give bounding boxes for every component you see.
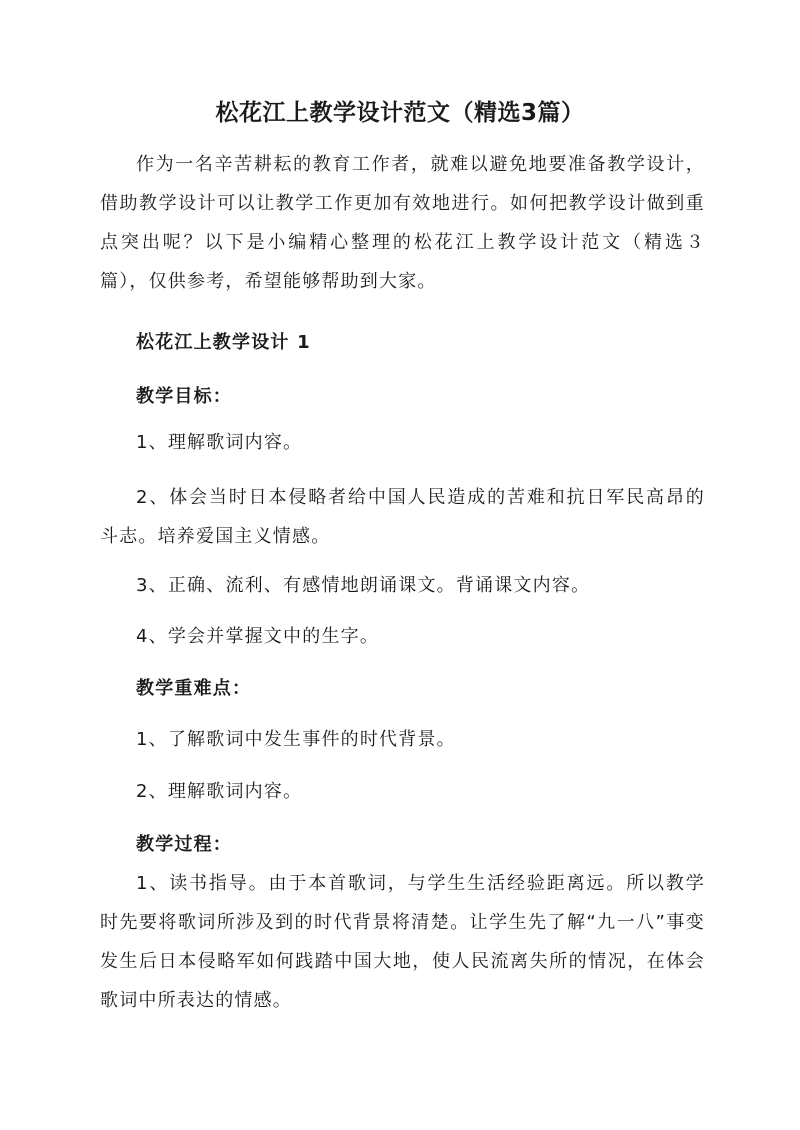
goal-item-2: 2、体会当时日本侵略者给中国人民造成的苦难和抗日军民高昂的斗志。培养爱国主义情感。	[100, 487, 705, 547]
process-step-1: 1、读书指导。由于本首歌词，与学生生活经验距离远。所以教学时先要将歌词所涉及到的时代背景将清楚。让学生先了解“九一八”事变发生后日本侵略军如何践踏中国大地，使人民流离失所的情况，在体会歌词中所表达的情感。	[100, 873, 705, 1011]
key-point-1: 1、了解歌词中发生事件的时代背景。	[136, 729, 456, 750]
document-title: 松花江上教学设计范文（精选3篇）	[215, 100, 585, 126]
key-points-heading: 教学重难点：	[136, 678, 252, 699]
goal-item-1: 1、理解歌词内容。	[136, 432, 303, 453]
intro-paragraph: 作为一名辛苦耕耘的教育工作者，就难以避免地要准备教学设计，借助教学设计可以让教学工作更加有效地进行。如何把教学设计做到重点突出呢？以下是小编精心整理的松花江上教学设计范文（精选３篇），仅供参考，希望能够帮助到大家。	[100, 154, 705, 292]
goal-item-4: 4、学会并掌握文中的生字。	[136, 626, 380, 647]
goals-heading: 教学目标：	[136, 386, 232, 407]
key-point-2: 2、理解歌词内容。	[136, 781, 303, 802]
goal-item-3: 3、正确、流利、有感情地朗诵课文。背诵课文内容。	[136, 575, 591, 596]
section-heading: 松花江上教学设计 1	[136, 332, 311, 353]
process-heading: 教学过程：	[136, 834, 232, 855]
